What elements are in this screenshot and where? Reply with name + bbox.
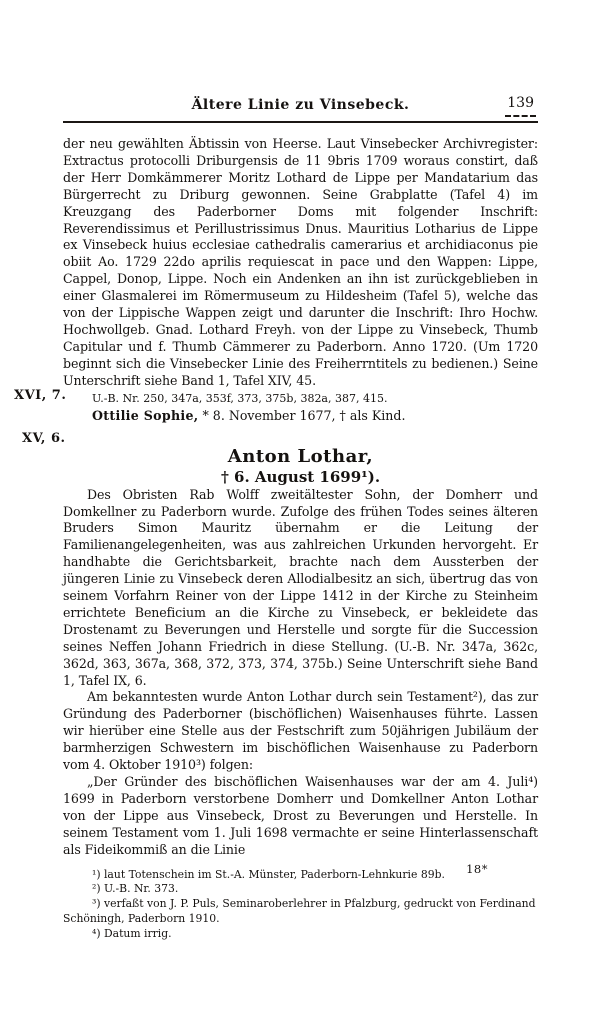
footnote-4: ⁴) Datum irrig.	[92, 926, 172, 940]
section-subtitle: † 6. August 1699¹).	[220, 467, 381, 486]
anton-paragraph-2: Am bekanntesten wurde Anton Lothar durch sein Testament²), das zur Gründung des Paderborner (bischöflichen) Waisenhauses führte. Lassen wir hierüber eine Stelle aus der Festschrift zum 50jährigen Jubiläum der barmherzigen Schwestern im bischöflichen Waisenhause zu Paderborn vom 4. Oktober 1910³) folgen:	[63, 689, 538, 773]
ottilie-entry-line	[63, 407, 538, 424]
footnote-2: ²) U.-B. Nr. 373.	[92, 882, 179, 896]
footnote-1: ¹) laut Totenschein im St.-A. Münster, Paderborn-Lehnkurie 89b.	[92, 867, 445, 881]
intro-paragraph: der neu gewählten Äbtissin von Heerse. Laut Vinsebecker Archivregister: Extractus protocolli Driburgensis de 11 9bris 1709 woraus constirt, daß der Herr Domkämmerer Moritz Lothard de Lippe per Mandatarium das Bürgerrecht zu Driburg gewonnen. Seine Grabplatte (Tafel 4) im Kreuzgang des Paderborner Doms mit folgender Inschrift: Reverendissimus et Perillustrissimus Dnus. Mauritius Lotharius de Lippe ex Vinsebeck huius ecclesiae cathedralis camerarius et archidiaconus pie obiit Ao. 1729 22do aprilis requiescat in pace und den Wappen: Lippe, Cappel, Donop, Lippe. Noch ein Andenken an ihn ist zurückgeblieben in einer Glasmalerei im Römermuseum zu Hildesheim (Tafel 5), welche das von der Lippische Wappen zeigt und darunter die Inschrift: Ihro Hochw. Hochwollgeb. Gnad. Lothard Freyh. von der Lippe zu Vinsebeck, Thumb Capitular und f. Thumb Cämmerer zu Paderborn. Anno 1720. (Um 1720 beginnt sich die Vinsebecker Linie des Freiherrntitels zu bedienen.) Seine Unterschrift siehe Band 1, Tafel XIV, 45.	[63, 136, 538, 388]
running-head	[63, 0, 538, 123]
footnote-3: ³) verfaßt von J. P. Puls, Seminaroberlehrer in Pfalzburg, gedruckt von Ferdinand Schöningh, Paderborn 1910.	[63, 897, 536, 925]
section-heading	[63, 446, 538, 487]
ub-reference-line: U.-B. Nr. 250, 347a, 353f, 373, 375b, 382a, 387, 415.	[92, 391, 388, 405]
ottilie-entry-dates: * 8. November 1677, † als Kind.	[198, 407, 406, 423]
section-title: Anton Lothar,	[227, 445, 374, 467]
text-block	[63, 0, 538, 942]
ottilie-entry-name: Ottilie Sophie,	[92, 407, 199, 423]
footnotes-block	[63, 868, 538, 942]
anton-paragraph-3: „Der Gründer des bischöflichen Waisenhauses war der am 4. Juli⁴) 1699 in Paderborn verstorbene Domherr und Domkellner Anton Lothar von der Lippe aus Vinsebeck, Drost zu Beverungen und Herstelle. In seinem Testament vom 1. Juli 1698 vermachte er seine Hinterlassenschaft als Fideikommiß an die Linie	[63, 774, 538, 857]
margin-note-xv-6: XV, 6.	[22, 431, 66, 446]
anton-paragraph-1: Des Obristen Rab Wolff zweitältester Sohn, der Domherr und Domkellner zu Paderborn wurde. Zufolge des frühen Todes seines älteren Bruders Simon Mauritz übernahm er die Leitung der Familienangelegenheiten, was aus zahlreichen Urkunden hervorgeht. Er handhabte die Gerichtsbarkeit, brachte nach dem Aussterben der jüngeren Linie zu Vinsebeck deren Allodialbesitz an sich, übertrug das von seinem Vorfahrn Reiner von der Lippe 1412 in der Kirche zu Steinheim errichtete Beneficium an die Kirche zu Vinsebeck, er bekleidete das Drostenamt zu Beverungen und Herstelle und sorgte für die Succession seines Neffen Johann Friedrich in diese Stellung. (U.-B. Nr. 347a, 362c, 362d, 363, 367a, 368, 372, 373, 374, 375b.) Seine Unterschrift siehe Band 1, Tafel IX, 6.	[63, 486, 538, 688]
margin-note-xvi-7: XVI, 7.	[14, 388, 67, 403]
page-number: 139	[505, 95, 536, 117]
signature-mark: 18*	[466, 862, 488, 876]
running-head-title: Ältere Linie zu Vinsebeck.	[191, 97, 410, 113]
